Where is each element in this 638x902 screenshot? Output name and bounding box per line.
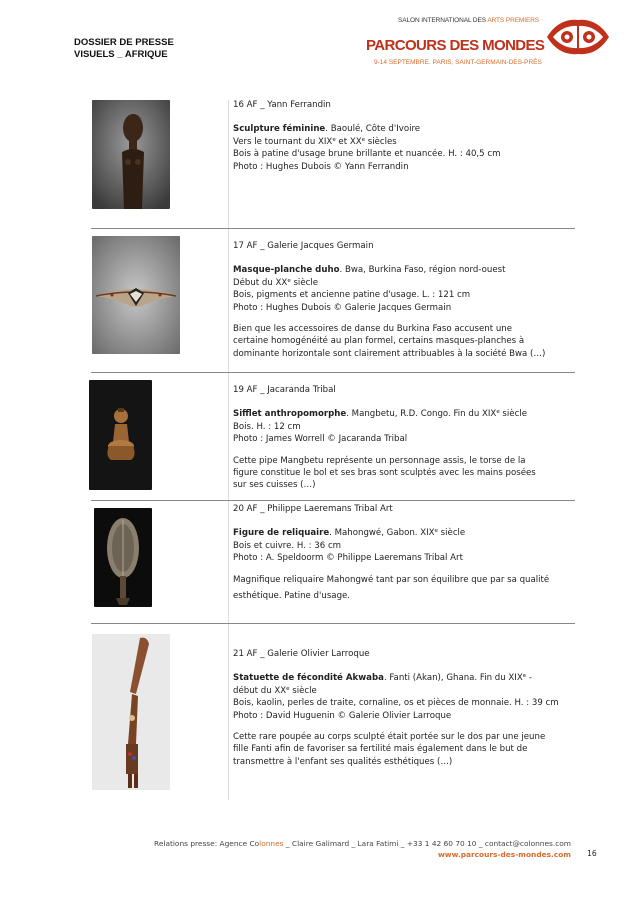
date-sup: e (286, 685, 290, 692)
entry-title-line (233, 264, 593, 276)
entry-21 (233, 648, 593, 768)
entry-description: Cette pipe Mangbetu représente un personnage assis, le torse de la (233, 455, 526, 466)
press-contact (135, 838, 571, 849)
entry-date (233, 685, 593, 697)
entry-description: fille Fanti afin de favoriser sa fertilité mais également dans le but de (233, 744, 528, 755)
photo-akwaba-statuette (92, 634, 170, 790)
entry-title-rest: . Bwa, Burkina Faso, région nord-ouest (339, 265, 506, 276)
photo-mangbetu-whistle (89, 380, 152, 490)
date-part: siècle (289, 685, 317, 696)
entry-19 (233, 384, 593, 492)
date-part: siècles (365, 136, 397, 147)
entry-title: Masque-planche duho (233, 265, 340, 276)
entry-separator (91, 372, 575, 373)
entry-photo-credit: Photo : James Worrell © Jacaranda Tribal (233, 434, 408, 445)
entry-20 (233, 503, 593, 602)
entry-title-line (233, 527, 593, 539)
press-contact-b: _ Claire Galimard _ Lara Fatimi _ +33 1 42 60 70 10 _ contact@colonnes.com (283, 839, 571, 848)
entry-date (233, 277, 593, 289)
title-sup: e (434, 528, 438, 535)
entry-title-end: siècle (499, 409, 527, 420)
entry-material: Bois, kaolin, perles de traite, cornaline, os et pièces de monnaie. H. : 39 cm (233, 698, 559, 709)
entry-title: Figure de reliquaire (233, 528, 330, 539)
entry-material: Bois et cuivre. H. : 36 cm (233, 540, 342, 551)
logo-tagline-b: ARTS PREMIERS (487, 17, 540, 24)
logo-dates: 9-14 SEPTEMBRE. PARIS, SAINT-GERMAIN-DES-PRÉS (374, 59, 542, 66)
dossier-subtitle: VISUELS _ AFRIQUE (74, 49, 168, 60)
entry-title-rest: . Mahongwé, Gabon. XIX (329, 528, 435, 539)
entry-title-end: - (526, 673, 532, 684)
entry-photo-credit: Photo : A. Speldoorm © Philippe Laeremans Tribal Art (233, 553, 463, 564)
entry-separator (91, 228, 575, 229)
logo-mask-icon (545, 14, 611, 60)
entry-ref: 19 AF _ Jacaranda Tribal (233, 385, 336, 395)
photo-mahongwe-reliquary (94, 508, 152, 607)
date-part: début du XX (233, 685, 287, 696)
entry-separator (91, 623, 575, 624)
title-sup: e (522, 673, 527, 680)
entry-photo-credit: Photo : Hughes Dubois © Galerie Jacques Germain (233, 302, 452, 313)
entry-title: Sculpture féminine (233, 124, 326, 135)
entry-title-line (233, 123, 593, 135)
date-part: siècle (290, 277, 319, 288)
entry-description: dominante horizontale sont clairement attribuables à la société Bwa (…) (233, 348, 546, 359)
entry-ref: 20 AF _ Philippe Laeremans Tribal Art (233, 504, 393, 514)
dossier-title: DOSSIER DE PRESSE (74, 37, 174, 48)
entry-17 (233, 240, 593, 360)
entry-description: certaine homogénéité au plan formel, certains masques-planches à (233, 336, 525, 347)
date-part: Début du XX (233, 277, 288, 288)
entry-date (233, 136, 593, 148)
entry-description: Cette rare poupée au corps sculpté était portée sur le dos par une jeune (233, 732, 546, 743)
entry-title: Statuette de fécondité Akwaba (233, 673, 384, 684)
entry-title-end: siècle (437, 528, 466, 539)
logo-title: PARCOURS DES MONDES (366, 37, 545, 54)
entry-description: esthétique. Patine d'usage. (233, 591, 351, 602)
entry-ref: 21 AF _ Galerie Olivier Larroque (233, 649, 370, 659)
entry-photo-credit: Photo : David Huguenin © Galerie Olivier Larroque (233, 710, 452, 721)
photo-baoule-figure (92, 100, 170, 209)
date-part: Vers le tournant du XIX (233, 136, 333, 147)
entry-16 (233, 99, 593, 173)
page-number: 16 (587, 849, 597, 858)
column-divider (228, 100, 229, 800)
footer (135, 838, 571, 860)
dossier-header (74, 37, 174, 61)
date-part: et XX (335, 136, 362, 147)
entry-title: Sifflet anthropomorphe (233, 409, 347, 420)
entry-ref: 16 AF _ Yann Ferrandin (233, 100, 331, 110)
entry-material: Bois, pigments et ancienne patine d'usage. L. : 121 cm (233, 290, 471, 301)
entry-separator (91, 500, 575, 501)
photo-bwa-mask (92, 236, 180, 354)
entry-ref: 17 AF _ Galerie Jacques Germain (233, 241, 374, 251)
website-link[interactable]: www.parcours-des-mondes.com (437, 850, 571, 859)
press-contact-accent: lonnes (259, 839, 284, 848)
date-sup: e (361, 136, 365, 143)
press-contact-a: Relations presse: Agence Co (154, 839, 260, 848)
logo-tagline-a: SALON INTERNATIONAL DES (398, 17, 488, 24)
entry-photo-credit: Photo : Hughes Dubois © Yann Ferrandin (233, 161, 409, 172)
entry-title-rest: . Mangbetu, R.D. Congo. Fin du XIX (346, 409, 497, 420)
entry-title-rest: . Fanti (Akan), Ghana. Fin du XIX (383, 673, 523, 684)
entry-material: Bois. H. : 12 cm (233, 421, 301, 432)
entry-description: sur ses cuisses (…) (233, 480, 316, 491)
entry-description: figure constitue le bol et ses bras sont sculptés avec les mains posées (233, 468, 536, 479)
entry-description: Magnifique reliquaire Mahongwé tant par son équilibre que par sa qualité (233, 574, 550, 585)
date-sup: e (332, 136, 336, 143)
entry-title-rest: . Baoulé, Côte d'Ivoire (325, 124, 421, 135)
entry-description: Bien que les accessoires de danse du Burkina Faso accusent une (233, 324, 512, 335)
entry-title-line (233, 408, 593, 420)
entry-material: Bois à patine d'usage brune brillante et nuancée. H. : 40,5 cm (233, 149, 501, 160)
entry-title-line (233, 672, 593, 684)
date-sup: e (287, 277, 291, 284)
logo-tagline (398, 17, 539, 24)
entry-description: transmettre à l'enfant ses qualités esthétiques (…) (233, 756, 453, 767)
title-sup: e (496, 409, 500, 416)
